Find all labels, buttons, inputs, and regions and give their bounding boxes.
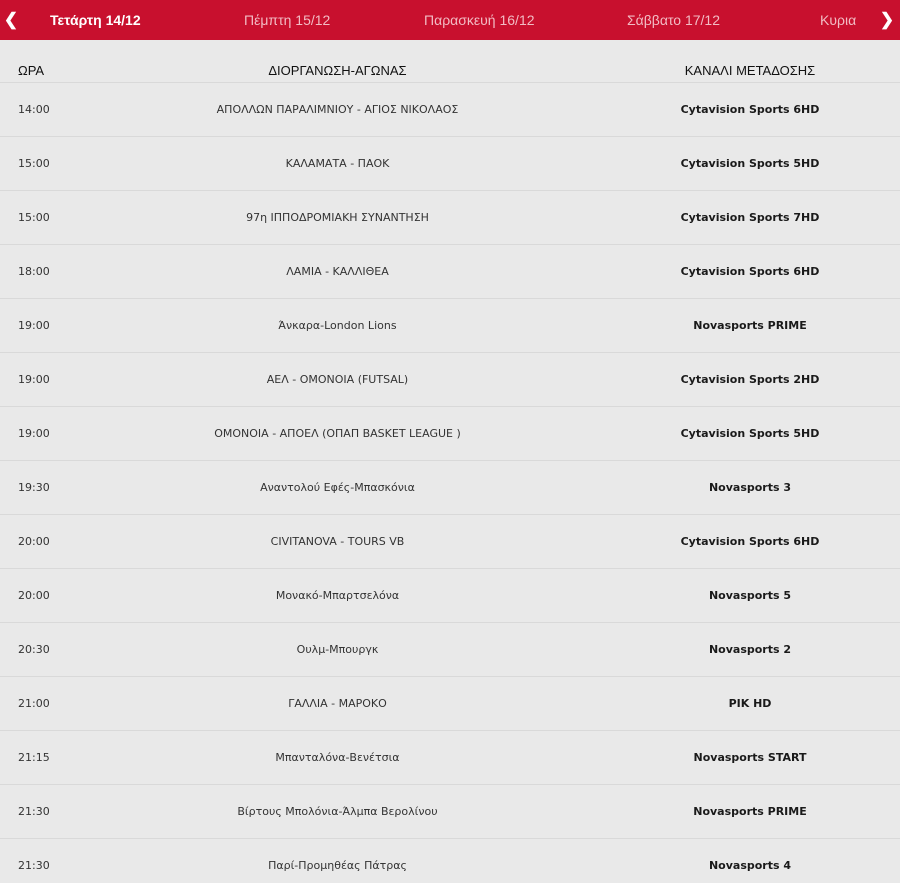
channel-cell: Cytavision Sports 6HD [680, 535, 820, 548]
header-event: ΔΙΟΡΓΑΝΩΣΗ-ΑΓΩΝΑΣ [268, 63, 407, 78]
time-cell: 21:30 [18, 859, 50, 872]
channel-cell: Cytavision Sports 7HD [680, 211, 820, 224]
table-row [0, 460, 900, 514]
channel-cell: ΡΙΚ HD [728, 697, 772, 710]
event-cell: Άνκαρα-London Lions [278, 319, 397, 332]
table-row [0, 514, 900, 568]
time-cell: 15:00 [18, 211, 50, 224]
time-cell: 19:00 [18, 319, 50, 332]
event-cell: CIVITANOVA - TOURS VB [270, 535, 405, 548]
header-channel: ΚΑΝΑΛΙ ΜΕΤΑΔΟΣΗΣ [684, 63, 816, 78]
table-row [0, 190, 900, 244]
table-row [0, 244, 900, 298]
event-cell: ΟΜΟΝΟΙΑ - ΑΠΟΕΛ (ΟΠΑΠ BASKET LEAGUE ) [214, 427, 461, 440]
event-cell: ΚΑΛΑΜΑΤΑ - ΠΑΟΚ [285, 157, 390, 170]
time-cell: 18:00 [18, 265, 50, 278]
event-cell: ΛΑΜΙΑ - ΚΑΛΛΙΘΕΑ [286, 265, 389, 278]
table-row [0, 838, 900, 883]
channel-cell: Novasports 2 [708, 643, 792, 656]
channel-cell: Novasports PRIME [693, 319, 807, 332]
time-cell: 20:00 [18, 589, 50, 602]
table-row [0, 352, 900, 406]
event-cell: 97η ΙΠΠΟΔΡΟΜΙΑΚΗ ΣΥΝΑΝΤΗΣΗ [246, 211, 429, 224]
table-header [0, 40, 900, 82]
table-row [0, 568, 900, 622]
channel-cell: Novasports 3 [708, 481, 792, 494]
table-row [0, 136, 900, 190]
table-row [0, 82, 900, 136]
day-tab-wednesday[interactable]: Τετάρτη 14/12 [50, 12, 141, 28]
table-row [0, 784, 900, 838]
event-cell: Αναντολού Εφές-Μπασκόνια [260, 481, 415, 494]
channel-cell: Cytavision Sports 2HD [680, 373, 820, 386]
channel-cell: Cytavision Sports 6HD [680, 265, 820, 278]
time-cell: 19:00 [18, 373, 50, 386]
time-cell: 19:00 [18, 427, 50, 440]
channel-cell: Cytavision Sports 6HD [680, 103, 820, 116]
event-cell: Βίρτους Μπολόνια-Άλμπα Βερολίνου [237, 805, 438, 818]
day-tab-sunday[interactable]: Κυρια [820, 12, 857, 28]
time-cell: 19:30 [18, 481, 50, 494]
time-cell: 15:00 [18, 157, 50, 170]
chevron-left-icon[interactable]: ❮ [3, 10, 19, 29]
event-cell: Μονακό-Μπαρτσελόνα [275, 589, 400, 602]
channel-cell: Novasports START [693, 751, 807, 764]
channel-cell: Novasports 5 [708, 589, 792, 602]
table-row [0, 676, 900, 730]
time-cell: 21:30 [18, 805, 50, 818]
day-tab-thursday[interactable]: Πέμπτη 15/12 [244, 12, 331, 28]
event-cell: ΓΑΛΛΙΑ - ΜΑΡΟΚΟ [288, 697, 387, 710]
chevron-right-icon[interactable]: ❯ [879, 10, 895, 29]
day-navigation-bar [0, 0, 900, 40]
channel-cell: Cytavision Sports 5HD [680, 427, 820, 440]
channel-cell: Cytavision Sports 5HD [680, 157, 820, 170]
event-cell: Παρί-Προμηθέας Πάτρας [268, 859, 407, 872]
time-cell: 14:00 [18, 103, 50, 116]
time-cell: 21:00 [18, 697, 50, 710]
table-row [0, 730, 900, 784]
day-tab-saturday[interactable]: Σάββατο 17/12 [627, 12, 720, 28]
time-cell: 20:00 [18, 535, 50, 548]
event-cell: ΑΠΟΛΛΩΝ ΠΑΡΑΛΙΜΝΙΟΥ - ΑΓΙΟΣ ΝΙΚΟΛΑΟΣ [216, 103, 459, 116]
channel-cell: Novasports 4 [708, 859, 792, 872]
table-row [0, 622, 900, 676]
time-cell: 20:30 [18, 643, 50, 656]
channel-cell: Novasports PRIME [693, 805, 807, 818]
table-row [0, 406, 900, 460]
event-cell: Ουλμ-Μπουργκ [296, 643, 379, 656]
schedule-table [0, 40, 900, 883]
table-row [0, 298, 900, 352]
header-time: ΩΡΑ [18, 63, 45, 78]
day-tab-friday[interactable]: Παρασκευή 16/12 [424, 12, 535, 28]
event-cell: Μπανταλόνα-Βενέτσια [275, 751, 400, 764]
time-cell: 21:15 [18, 751, 50, 764]
table-body [0, 82, 900, 883]
event-cell: ΑΕΛ - ΟΜΟΝΟΙΑ (FUTSAL) [266, 373, 409, 386]
